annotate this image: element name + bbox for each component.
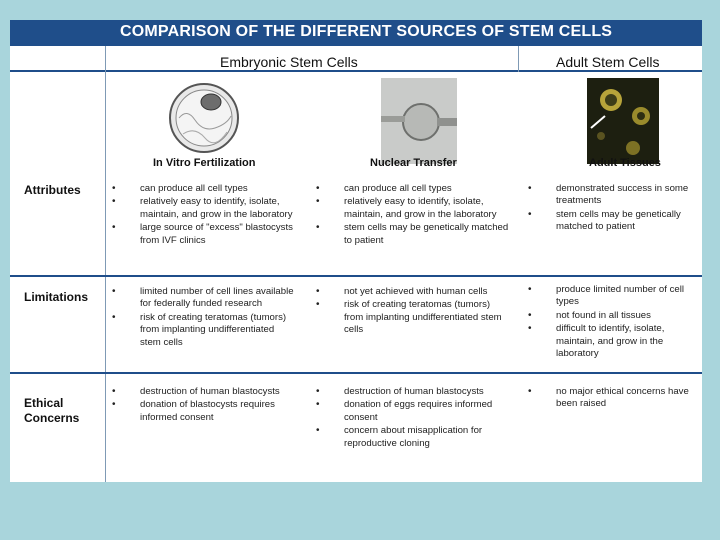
cell-limitations-adult-tissues [522,284,698,361]
row-label-ethical-concerns-text: Ethical Concerns [24,396,80,425]
list-item: • stem cells may be genetically matched to patient [310,222,510,247]
list-item: • no major ethical concerns have been raised [522,386,698,411]
list-item: • concern about misapplication for reproductive cloning [310,425,510,450]
list-item: • not yet achieved with human cells [310,286,510,298]
nuclear-transfer-image [381,78,457,164]
list-item: • relatively easy to identify, isolate, maintain, and grow in the laboratory [310,196,510,221]
list-item: • relatively easy to identify, isolate, maintain, and grow in the laboratory [106,196,296,221]
list-item: • large source of "excess" blastocysts from IVF clinics [106,222,296,247]
row-divider-1 [10,275,702,277]
list-item: • stem cells may be genetically matched to patient [522,209,698,234]
cell-limitations-ivf [106,286,296,350]
row-divider-2 [10,372,702,374]
title-bar [10,20,702,46]
cell-limitations-nuclear-transfer [310,286,510,338]
source-label-adult-tissues: Adult Tissues [589,157,661,169]
cell-attributes-adult-tissues [522,183,698,235]
cell-attributes-nuclear-transfer [310,183,510,248]
embryonic-heading: Embryonic Stem Cells [220,54,358,70]
cell-ethics-nuclear-transfer [310,386,510,451]
list-item: • produce limited number of cell types [522,284,698,309]
cell-ethics-ivf [106,386,296,425]
row-label-attributes: Attributes [24,183,81,197]
list-item: • destruction of human blastocysts [310,386,510,398]
adult-heading: Adult Stem Cells [556,54,660,70]
header-divider [10,70,702,72]
list-item: • demonstrated success in some treatments [522,183,698,208]
ivf-blastocyst-image [165,78,243,164]
slide [10,20,702,482]
list-item: • donation of blastocysts requires informed consent [106,399,296,424]
list-item: • limited number of cell lines available for federally funded research [106,286,296,311]
page-title: COMPARISON OF THE DIFFERENT SOURCES OF STEM CELLS [120,23,613,40]
list-item: • can produce all cell types [106,183,296,195]
source-label-ivf: In Vitro Fertilization [153,157,256,169]
list-item: • destruction of human blastocysts [106,386,296,398]
column-divider-groups [518,46,519,72]
cell-attributes-ivf [106,183,296,248]
cell-ethics-adult-tissues [522,386,698,412]
list-item: • risk of creating teratomas (tumors) from implanting undifferentiated stem cells [106,312,296,349]
list-item: • can produce all cell types [310,183,510,195]
row-label-ethical-concerns [24,396,94,426]
list-item: • donation of eggs requires informed consent [310,399,510,424]
row-label-limitations: Limitations [24,290,89,304]
adult-tissue-image [587,78,659,164]
list-item: • not found in all tissues [522,310,698,322]
list-item: • difficult to identify, isolate, maintain, and grow in the laboratory [522,323,698,360]
list-item: • risk of creating teratomas (tumors) from implanting undifferentiated stem cells [310,299,510,336]
source-label-nuclear-transfer: Nuclear Transfer [370,157,457,169]
